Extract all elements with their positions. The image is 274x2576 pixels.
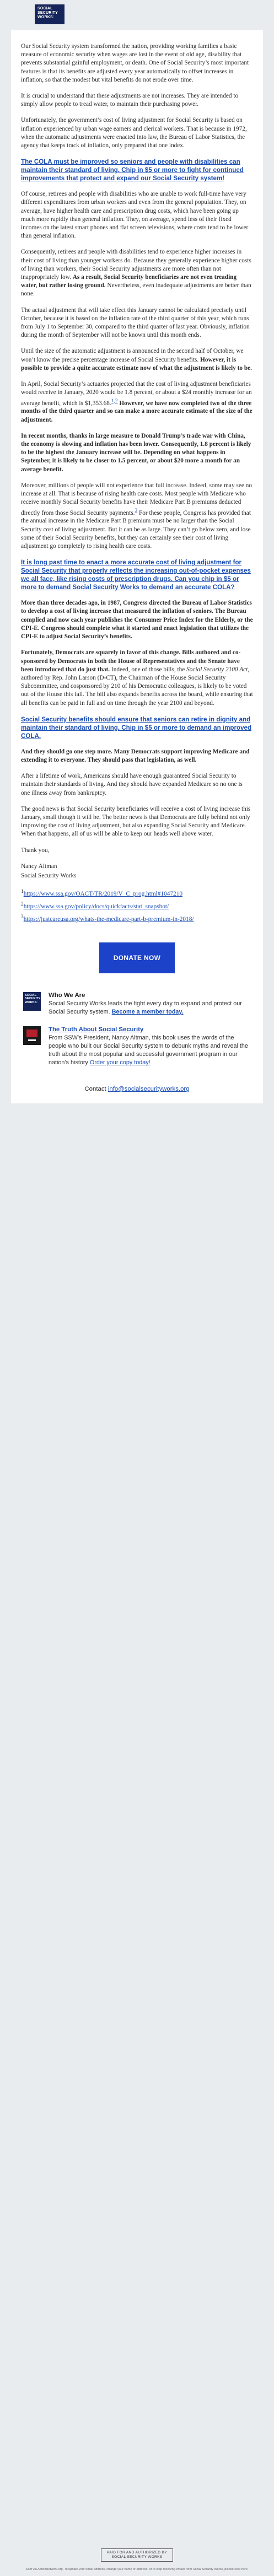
- footnote-link[interactable]: https://justcareusa.org/whats-the-medicare-part-b-premium-in-2018/: [23, 915, 194, 923]
- who-we-are-text: [49, 1000, 253, 1016]
- footnote-2: [21, 901, 253, 911]
- book-block: [21, 1026, 253, 1067]
- paragraph-urban-index: Unfortunately, the government’s cost of living adjustment for Social Security is based on inflation experienced by urban wage earners and clerical workers. That is because in 1972, when the automatic adjustments were enacted into law, the Bureau of Labor Statistics, the agency that keeps track of inflation, only prepared that one index.: [21, 117, 247, 149]
- book-text: [49, 1034, 253, 1067]
- paragraph-intro: Our Social Security system transformed the nation, providing working families a basic measure of economic security when wages are lost in the event of old age, disability that prevents substantial gainful employment, or death. One of Social Security’s most important features is that its benefits are adjusted every year automatically to offset increases in inflation, so that the modest but vital benefits do not erode over time.: [21, 43, 249, 83]
- footer-fine-print: Sent via ActionNetwork.org. To update your email address, change your name or address, or to stop receiving emails from Social Security Works, please click here.: [25, 2568, 249, 2571]
- paragraph-estimate: [21, 347, 253, 373]
- italic-text: Social Security 2100 Act: [186, 666, 248, 673]
- bold-text: More than three decades ago, in 1987, Congress directed the Bureau of Labor Statistics to develop a cost of living increase that measured the inflation of seniors. The Bureau complied and now each year publishes the Consumer Price Index for the Elderly, or the CPI-E. Congress should complete what it started and enact legislation that utilizes the CPI-E to adjust Social Security’s benefits.: [21, 600, 253, 640]
- footnote-link[interactable]: https://www.ssa.gov/policy/docs/quickfacts/stat_snapshot/: [23, 903, 169, 910]
- paragraph-trade-war: [21, 432, 253, 474]
- ssw-logo-small: SOCIAL SECURITY WORKS!: [23, 992, 41, 1011]
- text: , authored by Rep. John Larson (D-CT), the Chairman of the House Social Security Subcommittee, and cosponsored by 210 of his Democratic colleagues, is likely to be voted out of the House this fall. The bill also expands benefits across the board, while ensuring that all benefits can be paid in full and on time through the year 2100 and beyond.: [21, 666, 253, 707]
- logo-exclaim: !: [52, 15, 55, 19]
- who-we-are-block: [21, 992, 253, 1016]
- text: Nevertheless, even inadequate adjustments are better than none.: [21, 282, 251, 298]
- paid-line-1: PAID FOR AND AUTHORIZED BY: [107, 2551, 167, 2555]
- footnote-ref[interactable]: 3: [135, 508, 138, 514]
- email-body-card: [11, 30, 263, 1103]
- logo-line-3: WORKS: [37, 15, 53, 19]
- paid-for-box: [101, 2548, 173, 2562]
- bold-text: Fortunately, Democrats are squarely in favor of this change. Bills authored and co-sponsored by Democrats in both the House of Representatives and the Senate have been introduced that do just that.: [21, 649, 241, 673]
- donate-now-button[interactable]: DONATE NOW: [99, 942, 175, 973]
- book-title-link[interactable]: The Truth About Social Security: [49, 1026, 144, 1033]
- footnote-number: 1: [21, 889, 24, 895]
- donate-link-cola[interactable]: The COLA must be improved so seniors and people with disabilities can maintain their standard of living. Chip in $5 or more to fight for continued improvements that protect and expand our Social Security system!: [21, 158, 244, 182]
- ssw-logo[interactable]: [35, 4, 65, 24]
- bold-text: In recent months, thanks in large measure to Donald Trump’s trade war with China, the economy is slowing and inflation has been lower. Consequently, 1.8 percent is likely to be the highest the January increase will be. Depending on what happens in September, it is likely to be closer to 1.5 percent, or about $20 more a month for an average benefit.: [21, 432, 251, 473]
- footnote-3: [21, 913, 253, 924]
- text: From SSW’s President, Nancy Altman, this book uses the words of the people who built our Social Security system to debunk myths and reveal the truth about the most popular and successful government program in our nation’s history: [49, 1034, 248, 1066]
- email-footer: [0, 2542, 274, 2571]
- book-title[interactable]: [49, 1026, 253, 1033]
- donate-link-improved-cola[interactable]: Social Security benefits should ensure that seniors can retire in dignity and maintain their standard of living. Chip in $5 or more to demand an improved COLA.: [21, 715, 252, 740]
- text: Consequently, retirees and people with disabilities tend to experience higher increases in their cost of living than younger workers do. Because they generally experience higher costs of living than workers, their Social Security adjustments are more often than not inappropriately low.: [21, 249, 251, 281]
- footnote-number: 3: [21, 914, 24, 920]
- logo-line-1: SOCIAL: [37, 7, 53, 10]
- contact-label: Contact: [84, 1086, 108, 1093]
- footnote-ref[interactable]: 1,2: [111, 398, 118, 404]
- who-we-are-title: Who We Are: [49, 992, 85, 999]
- become-member-link[interactable]: Become a member today.: [111, 1009, 184, 1016]
- text: Indeed, one of those bills, the: [110, 666, 187, 673]
- paragraph-medicare: [21, 748, 253, 764]
- bold-text: However, it is possible to provide a quite accurate estimate now of what the adjustment is likely to be.: [21, 356, 252, 371]
- paragraph-democrats: [21, 649, 253, 707]
- email-header: [0, 0, 274, 30]
- paragraph-cpi-e: [21, 599, 253, 641]
- signature-org: Social Security Works: [21, 872, 77, 879]
- text: In April, Social Security’s actuaries projected that the cost of living adjustment beneficiaries would receive in January, 2020 would be 1.8 percent, or about a $24 monthly increase for an average benefit, which is $1,353.68.: [21, 381, 252, 407]
- bold-text: However, we have now completed two of the three months of the third quarter and so can make a more accurate estimate of the size of the adjustment.: [21, 400, 252, 423]
- paragraph-part-b: [21, 482, 253, 551]
- footnote-link[interactable]: https://www.ssa.gov/OACT/TR/2019/V_C_prog.html#1047210: [23, 890, 182, 897]
- paragraph-expenditures: Of course, retirees and people with disabilities who are unable to work full-time have very different expenditures from urban workers and even from the general population. They, on average, have higher health care and prescription drug costs, which have been going up much more rapidly than general inflation. They, on average, spend less of their fixed incomes on the latest smart phones and flat screen televisions, where costs tend to be lower than general inflation.: [21, 191, 249, 240]
- paid-line-2: SOCIAL SECURITY WORKS: [111, 2555, 163, 2559]
- contact-line: [21, 1086, 253, 1092]
- text: Social Security Works leads the fight every day to expand and protect our Social Security system.: [49, 1000, 242, 1016]
- text: For these people, Congress has provided that the annual increase in the Medicare Part B premium must be no larger than the Social Security cost of living adjustment. But it can be as large. They can’t go below zero, and lose some of their Social Security benefits, but they can certainly see their cost of living adjustment go completely to rising health care costs.: [21, 509, 251, 550]
- footnote-number: 2: [21, 902, 24, 908]
- paragraph-losing-ground: [21, 248, 253, 298]
- paragraph-good-news: The good news is that Social Security beneficiaries will receive a cost of living increase this January, small though it will be. The better news is that Democrats are fully behind not only improving the cost of living adjustment, but also expanding Social Security and Medicare. When that happens, all of us will be able to keep our heads well above water.: [21, 805, 251, 838]
- contact-email-link[interactable]: info@socialsecurityworks.org: [108, 1086, 190, 1093]
- bold-text: And they should go one step more. Many Democrats support improving Medicare and extending it to everyone. They should pass that legislation, as well.: [21, 748, 250, 763]
- book-cover-image[interactable]: [23, 1026, 41, 1045]
- bold-text: As a result, Social Security beneficiaries are not even treading water, but rather losing ground.: [21, 274, 237, 289]
- text: Moreover, millions of people will not experience that full increase. Indeed, some may see no increase at all. That is because of rising health care costs. Most people with Medicare who receive monthly Social Security benefits have their Medicare Part B premiums deducted directly from those Social Security payments.: [21, 482, 252, 516]
- donate-link-accurate-cola[interactable]: It is long past time to enact a more accurate cost of living adjustment for Social Security that properly reflects the increasing out-of-pocket expenses we all face, like rising costs of prescription drugs. Can you chip in $5 or more to demand Social Security Works to demand an accurate COLA?: [21, 559, 251, 591]
- paragraph-tread-water: It is crucial to understand that these adjustments are not increases. They are intended to simply allow people to tread water, to maintain their purchasing power.: [21, 93, 239, 108]
- footnote-1: [21, 888, 253, 898]
- thanks-line: Thank you,: [21, 847, 50, 854]
- text: Until the size of the automatic adjustment is announced in the second half of October, we won’t know the precise percentage increase of Social Security benefits.: [21, 348, 244, 363]
- donate-section: [21, 942, 253, 973]
- signature-name: Nancy Altman: [21, 863, 57, 870]
- logo-line-2: SECURITY: [37, 11, 58, 15]
- paragraph-actuaries: [21, 380, 253, 424]
- paragraph-lifetime: After a lifetime of work, Americans should have enough guaranteed Social Security to maintain their standards of living. And they should have expanded Medicare so no one is one illness away from bankruptcy.: [21, 773, 243, 796]
- order-copy-link[interactable]: Order your copy today!: [89, 1059, 151, 1066]
- paragraph-calculation: The actual adjustment that will take effect this January cannot be calculated precisely until October, because it is based on the inflation rate of the third quarter of this year, which runs from July 1 to September 30, compared to the third quarter of last year. Obviously, inflation during the month of September will not be known until this month ends.: [21, 306, 250, 339]
